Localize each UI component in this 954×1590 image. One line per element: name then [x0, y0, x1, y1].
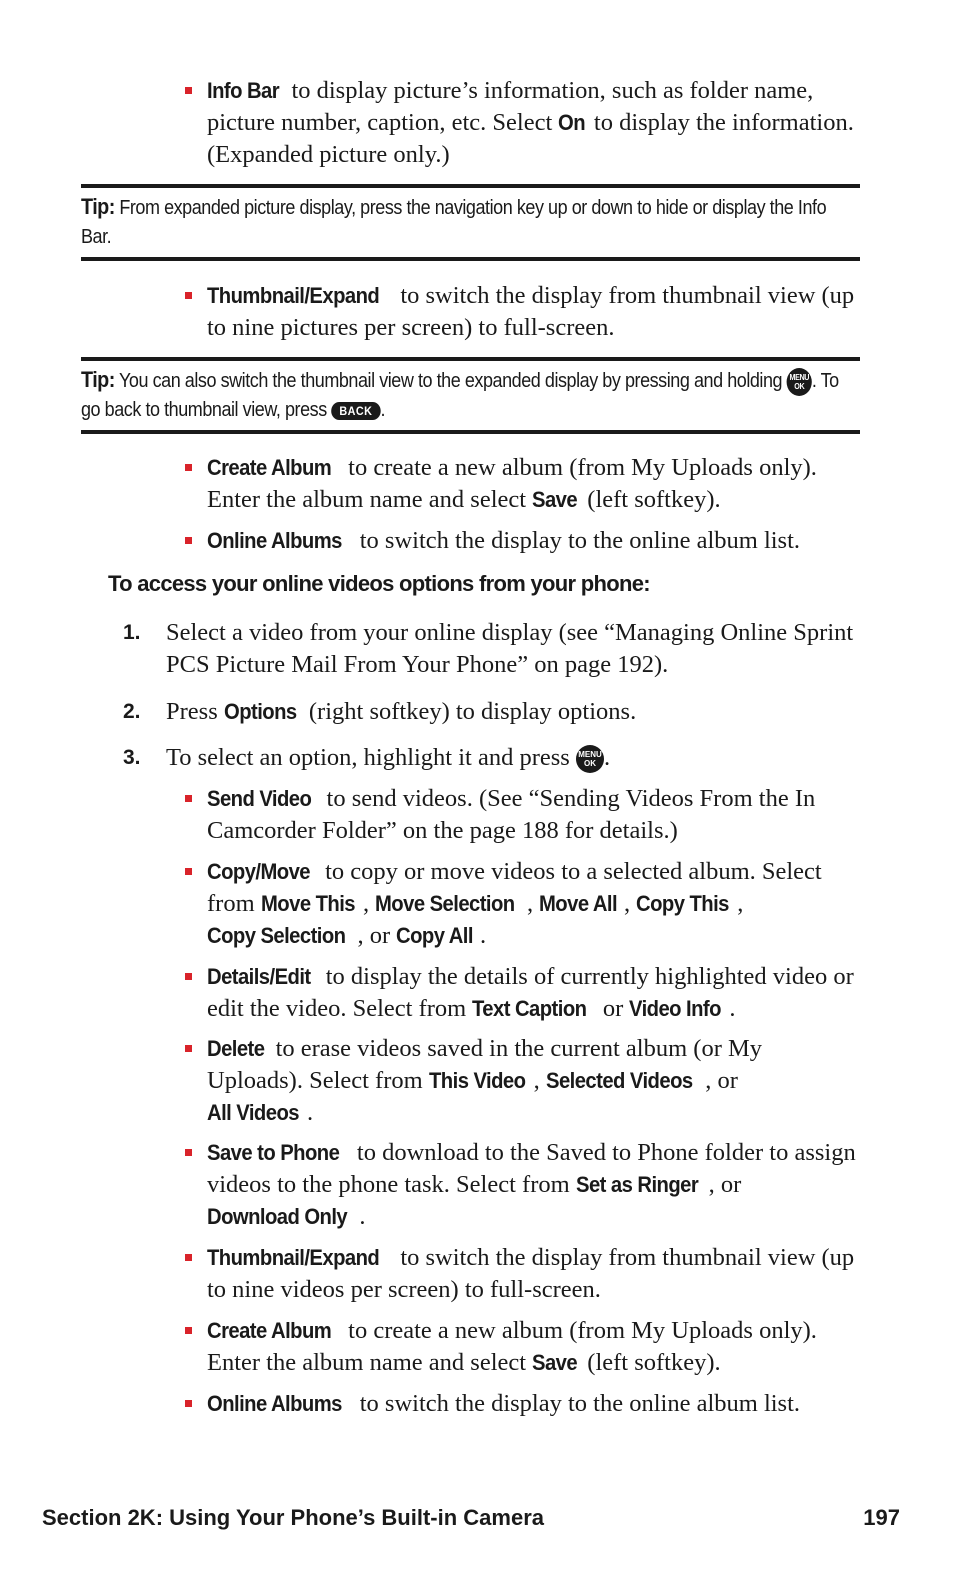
bullet-square-icon — [185, 1045, 192, 1052]
bullet-square-icon — [185, 464, 192, 471]
step-text: Press — [166, 698, 224, 725]
sub-option: Move Selection — [375, 891, 515, 916]
option-desc: to switch the display from thumbnail view (up to nine pictures per screen) to full-screen. — [207, 282, 855, 341]
sub-option: Selected Videos — [545, 1068, 693, 1093]
sub-option: Move This — [260, 891, 355, 916]
step-number: 2. — [123, 700, 141, 723]
option-desc: to copy or move videos to a selected album. Select from — [207, 858, 822, 917]
tip-label: Tip: — [81, 367, 115, 392]
tip-text: From expanded picture display, press the navigation key up or down to hide or display the Info Bar. — [81, 197, 827, 248]
tip-label: Tip: — [81, 194, 115, 219]
option-desc: to create a new album (from My Uploads only). Enter the album name and select — [207, 454, 817, 513]
softkey-name: Save — [532, 1350, 578, 1375]
option-name: Send Video — [207, 786, 312, 811]
tip-text: You can also switch the thumbnail view to the expanded display by pressing and holding — [114, 370, 787, 392]
sub-option: Video Info — [629, 996, 722, 1021]
sub-option: Copy All — [396, 923, 474, 948]
option-desc: to display the details of currently highlighted video or edit the video. Select from — [207, 963, 854, 1022]
tip-text: . To go back to thumbnail view, press — [81, 370, 839, 421]
sub-option: Text Caption — [472, 996, 587, 1021]
tip-box-thumbnail: Tip: You can also switch the thumbnail view to the expanded display by pressing and holding MENU OK . To go back to thumbnail view, press BACK . — [81, 357, 860, 434]
option-desc-end: to display the information. (Expanded picture only.) — [207, 109, 854, 168]
bullet-square-icon — [185, 87, 192, 94]
menu-ok-key-icon: MENU OK — [787, 368, 812, 396]
softkey-name: Save — [532, 487, 578, 512]
section-heading: To access your online videos options from your phone: — [108, 571, 650, 596]
option-name: Delete — [207, 1036, 265, 1061]
option-value: On — [558, 110, 586, 135]
option-name: Info Bar — [207, 78, 280, 103]
option-desc: to switch the display from thumbnail view (up to nine videos per screen) to full-screen. — [207, 1244, 855, 1303]
bullet-square-icon — [185, 537, 192, 544]
sub-option: Copy Selection — [207, 923, 346, 948]
back-key-icon: BACK — [331, 402, 380, 420]
tip-box-info-bar — [81, 184, 860, 261]
option-name: Copy/Move — [207, 859, 310, 884]
bullet-square-icon — [185, 1327, 192, 1334]
option-name: Details/Edit — [207, 964, 311, 989]
step-text: Select a video from your online display (see “Managing Online Sprint PCS Picture Mail From Your Phone” on page 192). — [166, 619, 854, 678]
sub-option: This Video — [428, 1068, 526, 1093]
option-desc: to display picture’s information, such as folder name, picture number, caption, etc. Select — [207, 77, 814, 136]
page-number: 197 — [863, 1505, 900, 1530]
option-desc: to create a new album (from My Uploads only). Enter the album name and select — [207, 1317, 817, 1376]
sub-option: Move All — [539, 891, 618, 916]
step-text: To select an option, highlight it and press — [166, 744, 576, 771]
sub-option: Download Only — [207, 1204, 348, 1229]
step-number: 1. — [123, 621, 141, 644]
option-desc: to switch the display to the online album list. — [353, 1390, 801, 1417]
option-name: Thumbnail/Expand — [207, 1245, 380, 1270]
bullet-square-icon — [185, 795, 192, 802]
option-name: Create Album — [207, 455, 332, 480]
option-name: Thumbnail/Expand — [207, 283, 380, 308]
option-name: Save to Phone — [207, 1140, 340, 1165]
option-desc: to download to the Saved to Phone folder to assign videos to the phone task. Select from — [207, 1139, 856, 1198]
sub-option: Copy This — [636, 891, 730, 916]
step-number: 3. — [123, 746, 141, 769]
option-name: Create Album — [207, 1318, 332, 1343]
softkey-name: Options — [223, 699, 297, 724]
bullet-square-icon — [185, 973, 192, 980]
bullet-square-icon — [185, 1149, 192, 1156]
page-footer — [42, 1505, 900, 1531]
menu-ok-key-icon: MENU OK — [576, 745, 604, 773]
option-desc: to erase videos saved in the current album (or My Uploads). Select from — [207, 1035, 763, 1094]
option-name: Online Albums — [207, 1391, 342, 1416]
sub-option: All Videos — [207, 1100, 299, 1125]
option-name: Online Albums — [207, 528, 342, 553]
sub-option: Set as Ringer — [575, 1172, 698, 1197]
bullet-square-icon — [185, 1400, 192, 1407]
bullet-square-icon — [185, 292, 192, 299]
option-desc: to switch the display to the online album list. — [353, 527, 801, 554]
bullet-square-icon — [185, 868, 192, 875]
footer-section-title: Section 2K: Using Your Phone’s Built-in Camera — [42, 1505, 545, 1530]
bullet-square-icon — [185, 1254, 192, 1261]
option-desc: to send videos. (See “Sending Videos From the In Camcorder Folder” on the page 188 for details.) — [207, 785, 816, 844]
